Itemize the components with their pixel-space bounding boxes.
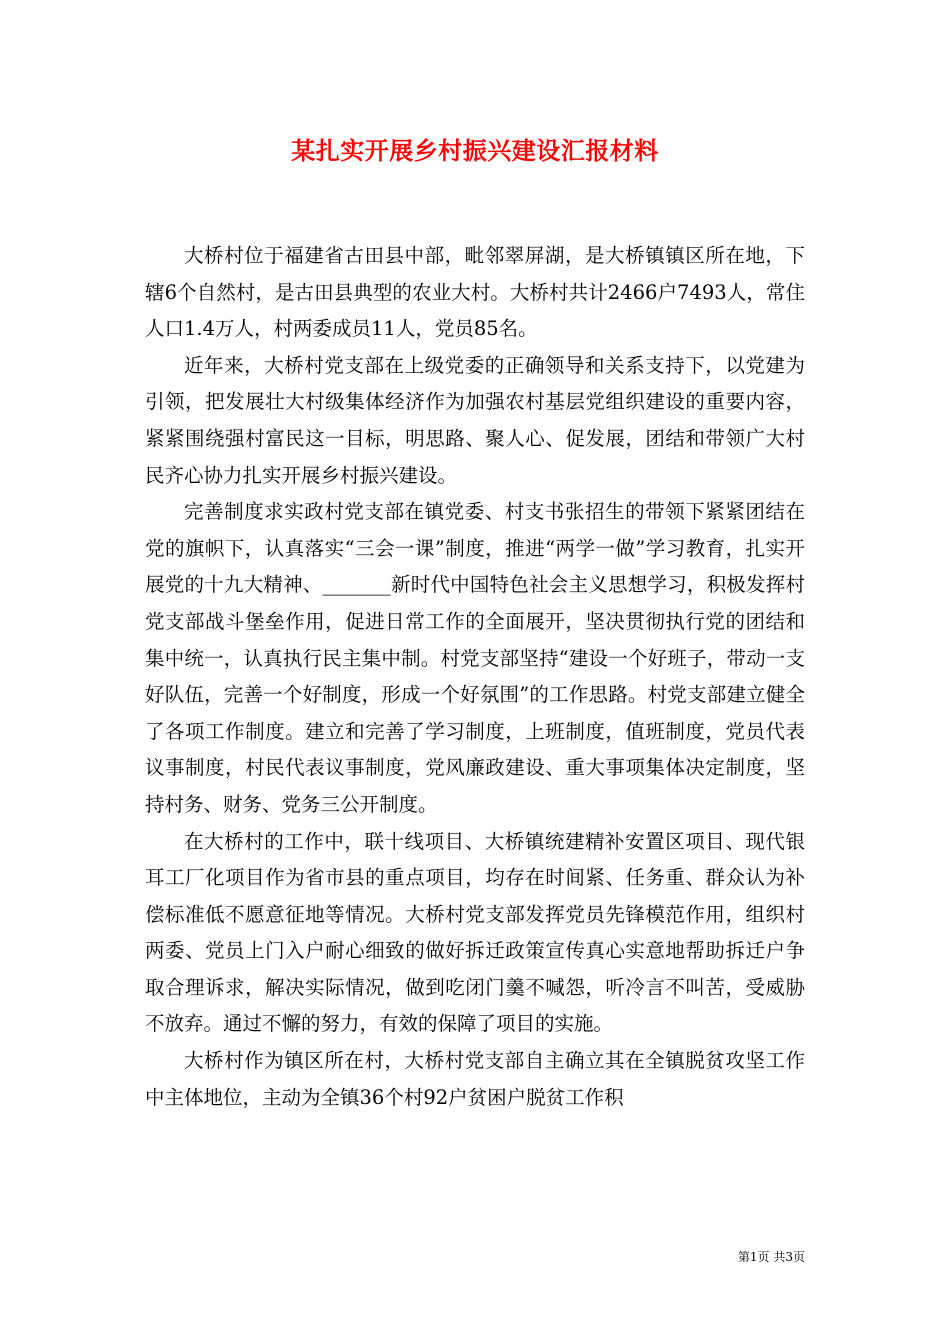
paragraph-overview: 近年来，大桥村党支部在上级党委的正确领导和关系支持下，以党建为引领，把发展壮大村级集体经济作为加强农村基层党组织建设的重要内容，紧紧围绕强村富民这一目标，明思路、聚人心、促发展，团结和带领广大村民齐心协力扎实开展乡村振兴建设。: [145, 353, 805, 487]
page-number: 第1页 共3页: [737, 1250, 805, 1264]
paragraph-projects: 在大桥村的工作中，联十线项目、大桥镇统建精补安置区项目、现代银耳工厂化项目作为省市县的重点项目，均存在时间紧、任务重、群众认为补偿标准低不愿意征地等情况。大桥村党支部发挥党员先锋模范作用，组织村两委、党员上门入户耐心细致的做好拆迁政策宣传真心实意地帮助拆迁户争取合理诉求，解决实际情况，做到吃闭门羹不喊怨，听冷言不叫苦，受威胁不放弃。通过不懈的努力，有效的保障了项目的实施。: [145, 829, 805, 1036]
document-body: [145, 238, 805, 1116]
document-title: 某扎实开展乡村振兴建设汇报材料: [291, 136, 659, 165]
paragraph-system: 完善制度求实政村党支部在镇党委、村支书张招生的带领下紧紧团结在党的旗帜下，认真落实“三会一课”制度，推进“两学一做”学习教育，扎实开展党的十九大精神、_______新时代中国特色社会主义思想学习，积极发挥村党支部战斗堡垒作用，促进日常工作的全面展开，坚决贯彻执行党的团结和集中统一，认真执行民主集中制。村党支部坚持“建设一个好班子，带动一支好队伍，完善一个好制度，形成一个好氛围”的工作思路。村党支部建立健全了各项工作制度。建立和完善了学习制度，上班制度，值班制度，党员代表议事制度，村民代表议事制度，党风廉政建设、重大事项集体决定制度，坚持村务、财务、党务三公开制度。: [145, 500, 805, 816]
paragraph-poverty: 大桥村作为镇区所在村，大桥村党支部自主确立其在全镇脱贫攻坚工作中主体地位，主动为全镇36个村92户贫困户脱贫工作积: [145, 1049, 805, 1109]
paragraph-intro: 大桥村位于福建省古田县中部，毗邻翠屏湖，是大桥镇镇区所在地，下辖6个自然村，是古田县典型的农业大村。大桥村共计2466户7493人，常住人口1.4万人，村两委成员11人，党员85名。: [145, 244, 805, 341]
